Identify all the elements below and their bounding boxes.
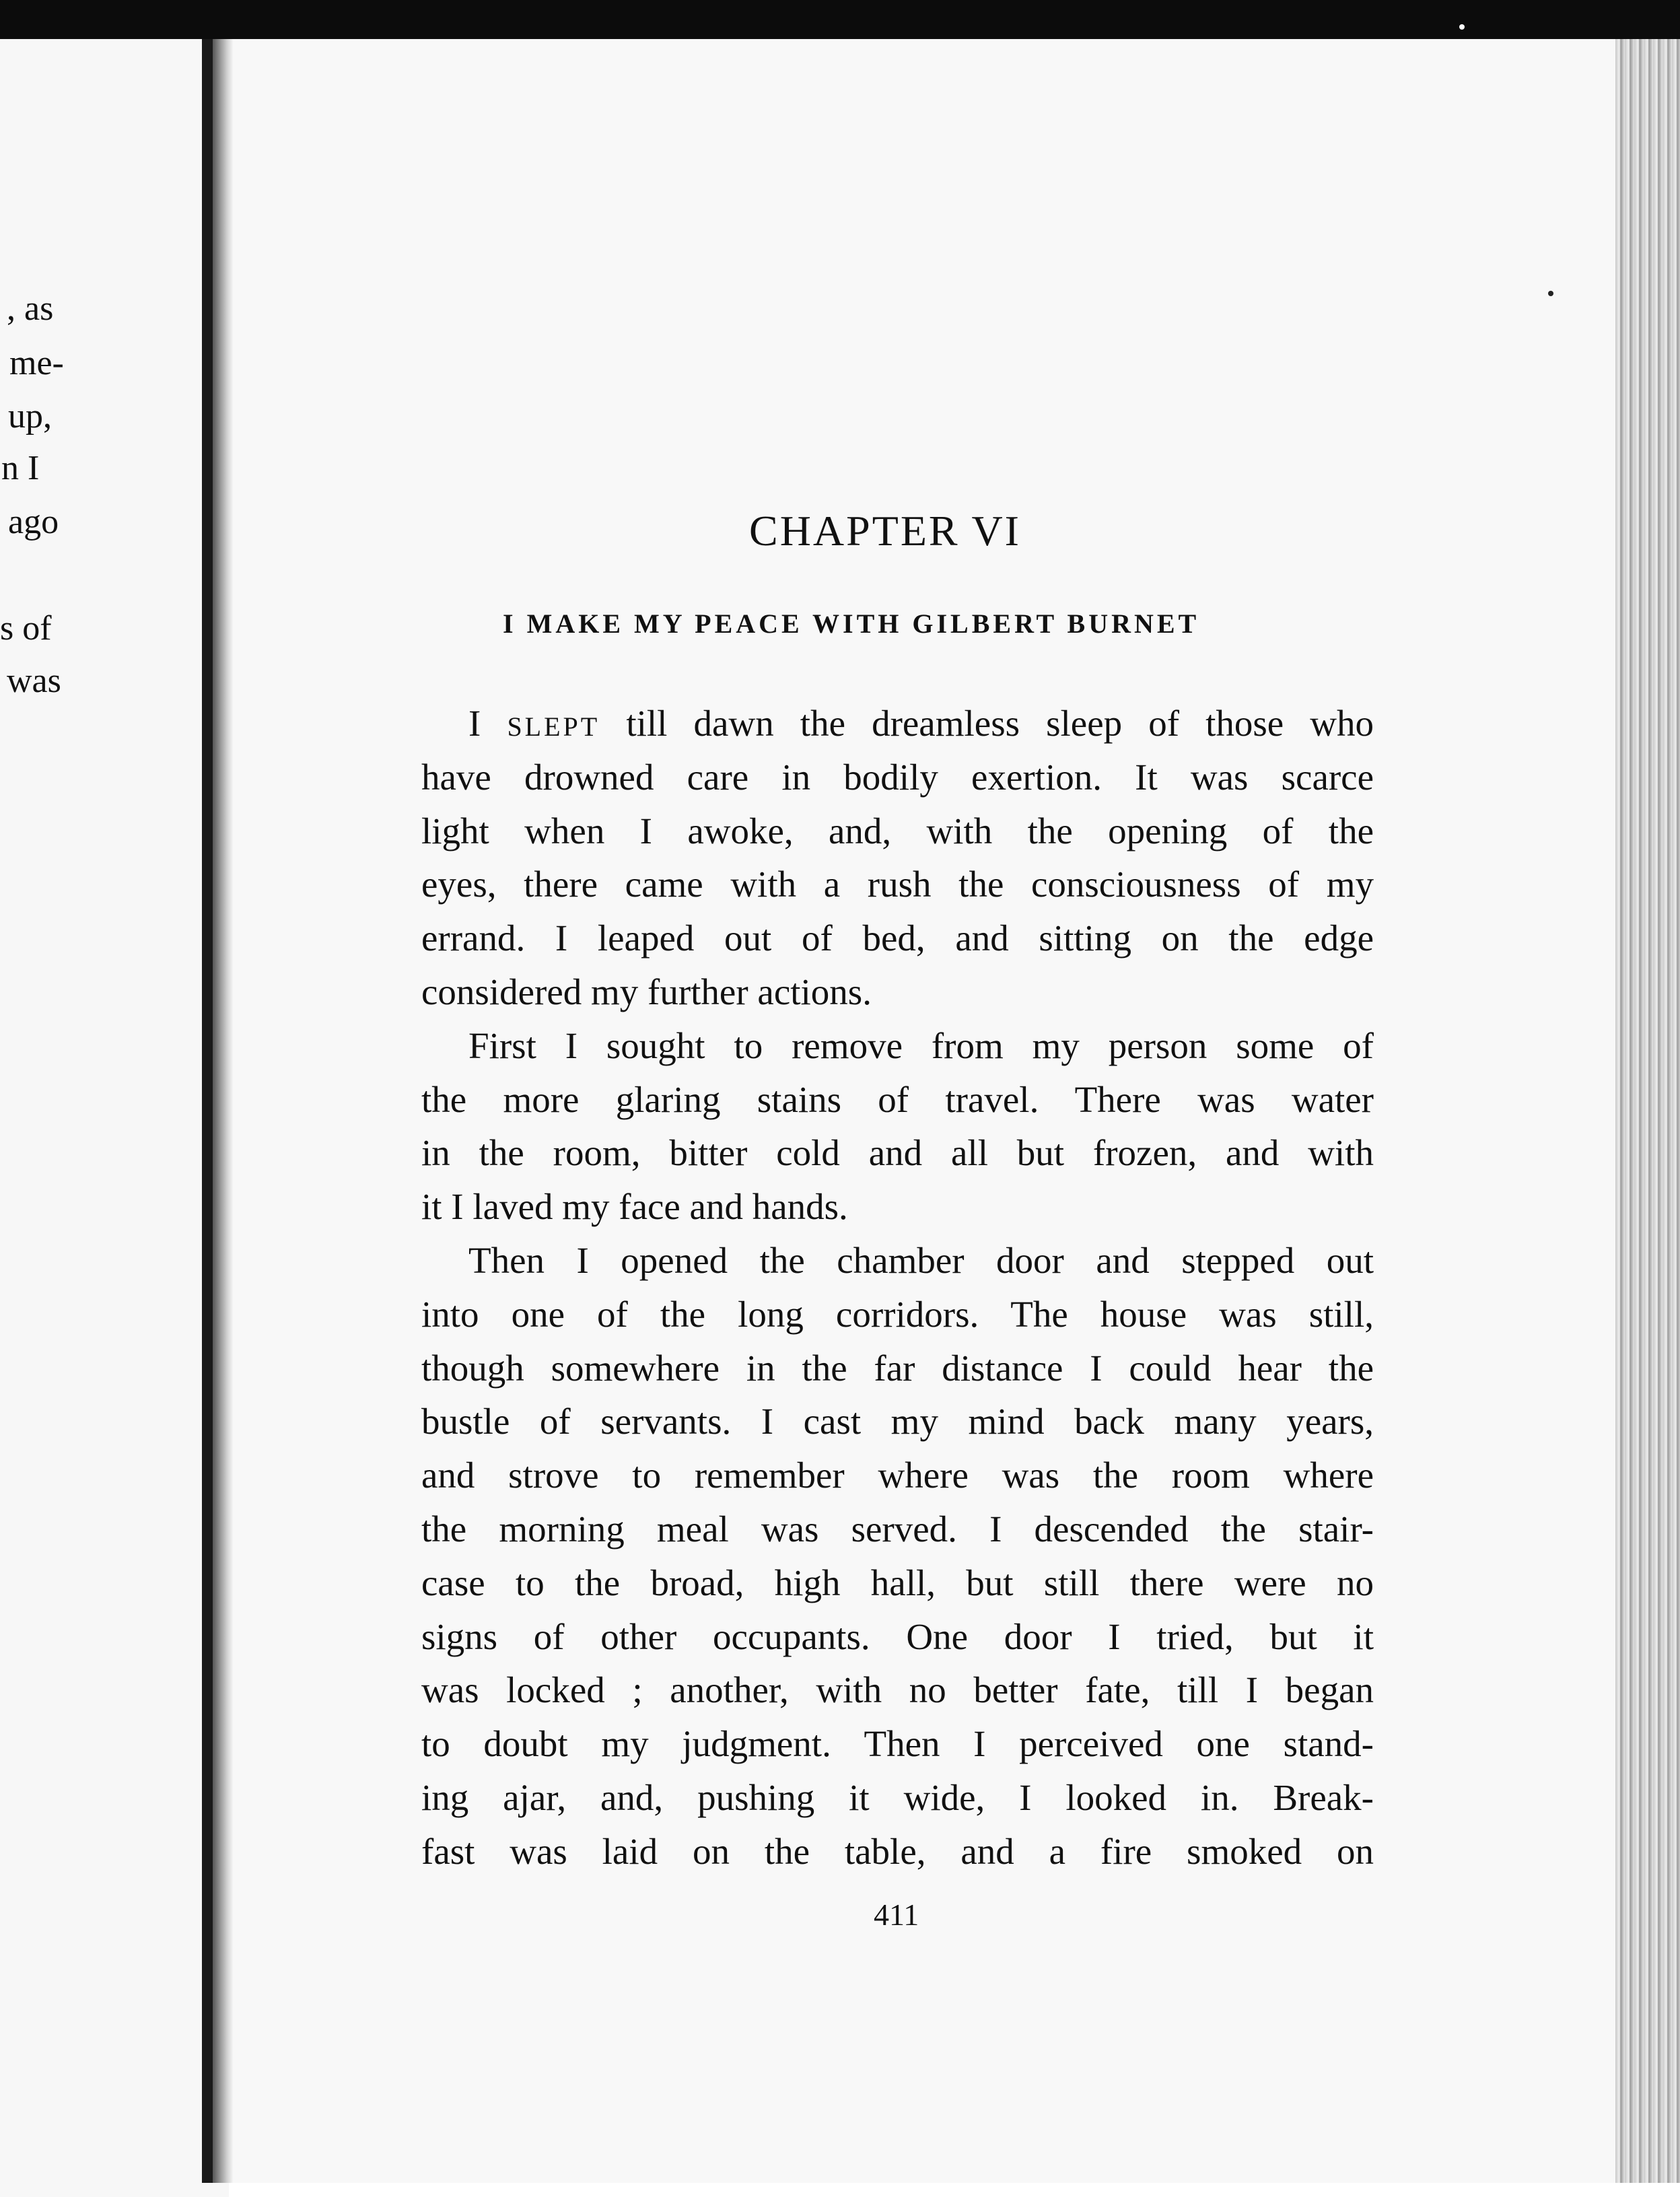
text-line: the more glaring stains of travel. There was water — [421, 1078, 1374, 1120]
text-line: to doubt my judgment. Then I perceived one stand- — [421, 1723, 1374, 1765]
page-stack-edges — [1615, 39, 1680, 2183]
text-line: in the room, bitter cold and all but frozen, and with — [421, 1132, 1374, 1174]
text-line: into one of the long corridors. The house was still, — [421, 1293, 1374, 1335]
text-line: light when I awoke, and, with the opening of the — [421, 810, 1374, 851]
text-line: Then I opened the chamber door and stepped out — [468, 1239, 1374, 1281]
paragraph — [421, 1234, 1374, 1879]
text-line-rest: till dawn the dreamless sleep of those who — [626, 703, 1374, 744]
text-line: though somewhere in the far distance I could hear the — [421, 1347, 1374, 1389]
left-fragment: ago — [8, 503, 59, 541]
text-line: considered my further actions. — [421, 971, 872, 1012]
chapter-subtitle: I MAKE MY PEACE WITH GILBERT BURNET — [503, 608, 1200, 639]
left-fragment: me- — [9, 344, 64, 382]
scan-top-border — [0, 0, 1680, 39]
left-fragment: s of — [0, 609, 52, 648]
speck — [1548, 291, 1553, 296]
text-line: and strove to remember where was the room where — [421, 1455, 1374, 1496]
text-line: First I sought to remove from my person some of — [468, 1024, 1374, 1066]
text-line: was locked ; another, with no better fate, till I began — [421, 1669, 1374, 1711]
text-line: bustle of servants. I cast my mind back many years, — [421, 1401, 1374, 1442]
chapter-body — [421, 697, 1374, 1879]
speck — [1459, 24, 1465, 30]
lead-word: I — [468, 703, 481, 744]
paragraph — [421, 697, 1374, 1019]
left-fragment: was — [7, 662, 61, 700]
paragraph — [421, 1019, 1374, 1234]
text-line: ing ajar, and, pushing it wide, I looked in. Break- — [421, 1776, 1374, 1818]
text-line: errand. I leaped out of bed, and sitting on the edge — [421, 917, 1374, 959]
facing-page-edge — [0, 39, 229, 2197]
left-fragment: , as — [7, 289, 54, 328]
text-line: case to the broad, high hall, but still there were no — [421, 1562, 1374, 1603]
left-fragment: up, — [8, 397, 52, 435]
chapter-title: CHAPTER VI — [749, 507, 1021, 555]
text-line: it I laved my face and hands. — [421, 1186, 848, 1228]
text-line: eyes, there came with a rush the consciousness of my — [421, 864, 1374, 905]
text-line: fast was laid on the table, and a fire smoked on — [421, 1830, 1374, 1872]
text-line: the morning meal was served. I descended the stair- — [421, 1508, 1374, 1549]
book-spine — [213, 39, 233, 2183]
page-number: 411 — [874, 1897, 919, 1932]
left-fragment: n I — [1, 449, 40, 487]
gutter-shadow — [202, 39, 213, 2183]
smallcaps-word: SLEPT — [507, 711, 600, 742]
text-line: signs of other occupants. One door I tried, but it — [421, 1615, 1374, 1657]
text-line: have drowned care in bodily exertion. It was scarce — [421, 756, 1374, 798]
text-line — [421, 697, 1374, 751]
